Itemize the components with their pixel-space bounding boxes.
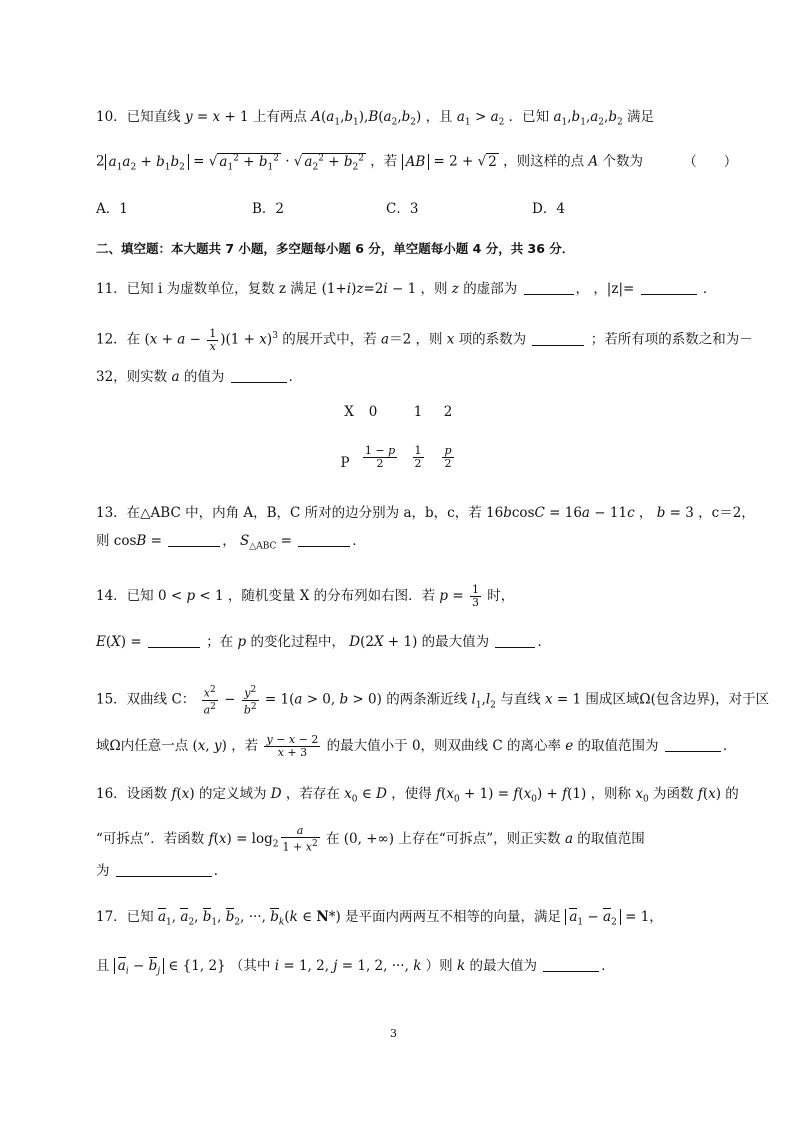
q10-option-a: A．1 (96, 201, 128, 217)
table-x-value: 2 (443, 404, 453, 420)
q10-line2: 2 $a_1a_2 + b_1b_2$ = √ $a_1^2 + b_1^2$ · √ $a_2^2 + b_2^2$ ，若 AB = 2 + √ 2 ，则这样的点 A 个数为 （ ） (96, 153, 738, 173)
q16-line1: 16．设函数 f(x) 的定义域为 D ，若存在 $x_0$ ∈ D ，使得 $f(x_0 + 1) = f(x_0) + f(1)$ ，则称 $x_0$ 为函数 f(x) 的 (96, 786, 739, 805)
q10-line1: 10．已知直线 y = x + 1 上有两点 $A(a_1,b_1),B(a_2,b_2)$ ，且 $a_1 > a_2$ ．已知 $a_1,b_1,a_2,b_2$ 满足 (96, 109, 655, 128)
q10-option-d: D．4 (532, 201, 565, 217)
table-row-label-p: P (340, 455, 350, 471)
q17-line2: 且 $a_i - b_j$ ∈ {1, 2} （其中 i = 1, 2, j = 1, 2, ···, k ）则 k 的最大值为 ． (96, 958, 615, 977)
page-number: 3 (390, 1027, 397, 1040)
q10-option-c: C．3 (386, 201, 419, 217)
q17-line1: 17．已知 $a_1$, $a_2$, $b_1$, $b_2$, ···, $b_k(k$ ∈ N*) 是平面内两两互不相等的向量，满足 $a_1 - a_2 = 1$， (96, 909, 663, 928)
q16-line3: 为 ． (96, 863, 228, 879)
q13-line1: 13．在△ABC 中，内角 A，B，C 所对的边分别为 a，b，c，若 16bcosC = 16a − 11c ， b = 3 ，c＝2， (96, 505, 755, 521)
table-p-value: $\frac{1 - p}{2}$ (364, 444, 396, 470)
q10-option-b: B．2 (252, 201, 285, 217)
q14-line1: 14．已知 0 < p < 1 ，随机变量 X 的分布列如右图．若 p = $\frac{1}{3}$ 时， (96, 583, 515, 609)
q15-line1: 15．双曲线 C： $\frac{x^2}{a^2}$ − $\frac{y^2}{b^2}$ = 1(a > 0, b > 0) 的两条渐近线 $l_1,l_2$ 与直线 x = 1 围成区域Ω(包含边界)，对于区 (96, 685, 770, 717)
q12-line1: 12．在 (x + a − $\frac{1}{x}$ )$(1 + x)^3$ 的展开式中，若 a＝2 ，则 x 项的系数为 ；若所有项的系数之和为－ (96, 326, 753, 353)
table-p-value: $\frac{p}{2}$ (444, 444, 452, 470)
q16-line2: “可拆点”．若函数 $f(x) = \log_2$ $\frac{a}{1 + x^2}$ 在 (0, +∞) 上存在“可拆点”，则正实数 a 的取值范围 (96, 824, 645, 854)
q12-line2: 32，则实数 a 的值为 ． (96, 369, 303, 385)
table-row-label-x: X (344, 404, 354, 420)
table-x-value: 1 (413, 404, 423, 420)
q11: 11．已知 i 为虚数单位，复数 z 满足 (1+i)z=2i − 1 ，则 z 的虚部为 ， ，|z|= ． (96, 281, 717, 297)
q13-line2: 则 cosB = ， $S_{\triangle ABC}$ = ． (96, 533, 366, 552)
q15-line2: 域Ω内任意一点 (x, y) ，若 $\frac{y - x - 2}{x + 3}$ 的最大值小于 0，则双曲线 C 的离心率 e 的取值范围为 ． (96, 733, 737, 759)
q14-line2: E(X) = ；在 p 的变化过程中， D(2X + 1) 的最大值为 ． (96, 634, 551, 650)
section-heading: 二、填空题：本大题共 7 小题，多空题每小题 6 分，单空题每小题 4 分，共 36 分． (96, 241, 575, 256)
table-x-value: 0 (368, 404, 378, 420)
table-p-value: $\frac{1}{2}$ (414, 444, 422, 470)
